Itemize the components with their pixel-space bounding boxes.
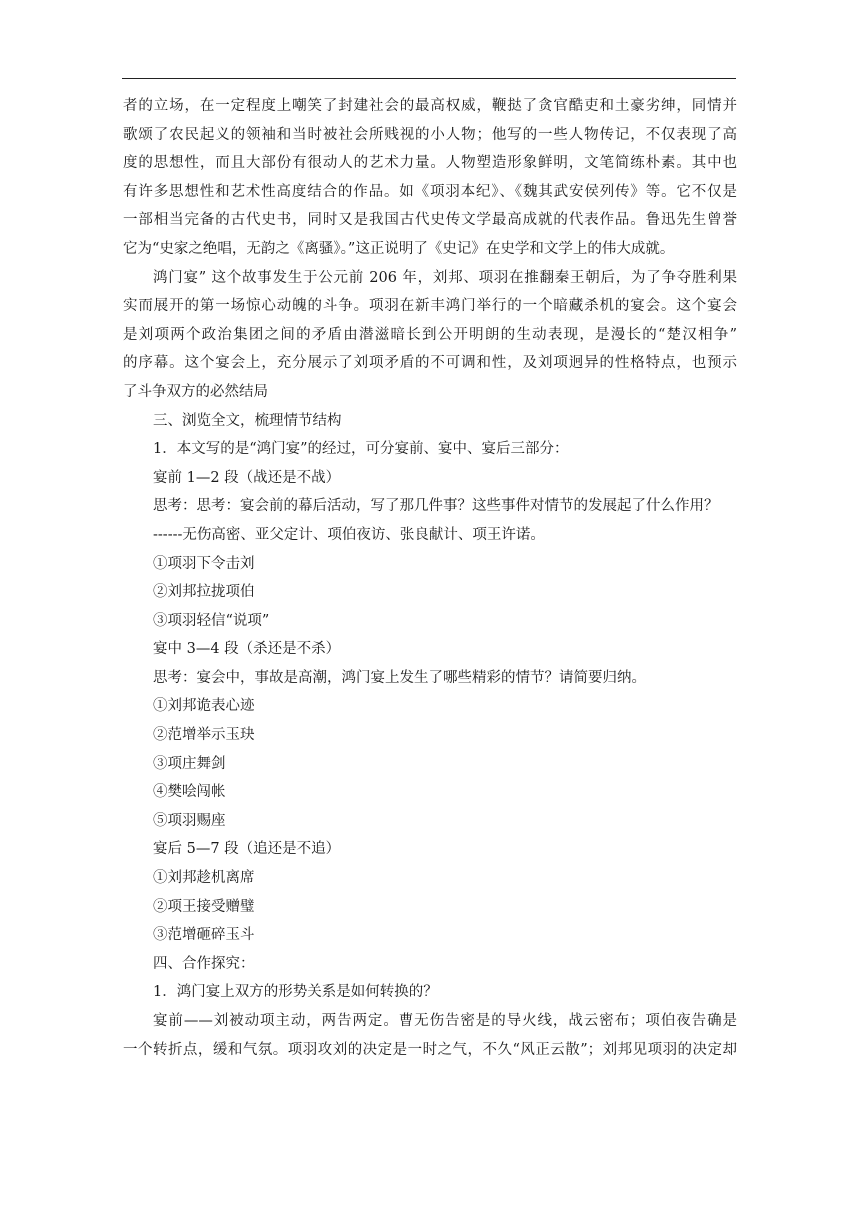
text-line: ③范增砸碎玉斗: [153, 927, 255, 944]
text-line: ②项王接受赠璧: [153, 898, 255, 915]
text-line: 歌颂了农民起义的领袖和当时被社会所贱视的小人物；他写的一些人物传记，不仅表现了高: [123, 126, 737, 143]
text-line: 宴前 1—2 段（战还是不战）: [153, 469, 341, 486]
text-line: 者的立场，在一定程度上嘲笑了封建社会的最高权威，鞭挞了贪官酷吏和土豪劣绅，同情并: [123, 98, 737, 114]
text-line: ③项羽轻信“说项”: [153, 612, 270, 629]
text-line: ②刘邦拉拢项伯: [153, 584, 255, 601]
text-line: 一部相当完备的古代史书，同时又是我国古代史传文学最高成就的代表作品。鲁迅先生曾誉: [123, 212, 737, 229]
text-line: 度的思想性，而且大部份有很动人的艺术力量。人物塑造形象鲜明，文笔简练朴素。其中也: [123, 155, 737, 172]
text-line: 鸿门宴” 这个故事发生于公元前 206 年，刘邦、项羽在推翻秦王朝后，为了争夺胜利果: [153, 269, 737, 286]
text-line: 1．鸿门宴上双方的形势关系是如何转换的？: [153, 984, 438, 1001]
text-line: 宴后 5—7 段（追还是不追）: [153, 841, 341, 858]
text-line: ①刘邦趁机离席: [153, 870, 255, 887]
header-rule: [122, 78, 736, 79]
text-line: 宴前——刘被动项主动，两告两定。曹无伤告密是的导火线，战云密布；项伯夜告确是: [153, 1013, 737, 1029]
text-line: 有许多思想性和艺术性高度结合的作品。如《项羽本纪》、《魏其武安侯列传》等。它不仅是: [123, 183, 737, 200]
text-line: ①刘邦诡表心迹: [153, 698, 255, 715]
text-line: 四、合作探究：: [153, 955, 255, 972]
text-line: 是刘项两个政治集团之间的矛盾由潜滋暗长到公开明朗的生动表现，是漫长的“楚汉相争”: [123, 326, 737, 343]
document-body: [123, 92, 737, 1064]
text-line: 思考：宴会中，事故是高潮，鸿门宴上发生了哪些精彩的情节？请简要归纳。: [153, 669, 646, 686]
text-line: 1．本文写的是“鸿门宴”的经过，可分宴前、宴中、宴后三部分：: [153, 441, 569, 458]
text-line: ③项庄舞剑: [153, 755, 226, 772]
text-line: 的序幕。这个宴会上，充分展示了刘项矛盾的不可调和性，及刘项迥异的性格特点，也预示: [123, 355, 737, 372]
text-line: 了斗争双方的必然结局: [123, 383, 268, 400]
text-line: 三、浏览全文，梳理情节结构: [153, 412, 342, 429]
text-line: 它为“史家之绝唱，无韵之《离骚》。”这正说明了《史记》在史学和文学上的伟大成就。: [123, 240, 675, 257]
text-line: 实而展开的第一场惊心动魄的斗争。项羽在新丰鸿门举行的一个暗藏杀机的宴会。这个宴会: [123, 298, 737, 315]
text-line: 一个转折点，缓和气氛。项羽攻刘的决定是一时之气，不久“风正云散”；刘邦见项羽的决定却: [123, 1041, 737, 1058]
text-line: ①项羽下令击刘: [153, 555, 255, 572]
text-line: ------无伤高密、亚父定计、项伯夜访、张良献计、项王许诺。: [153, 526, 545, 543]
text-line: ⑤项羽赐座: [153, 812, 226, 829]
text-line: ④樊哙闯帐: [153, 784, 226, 801]
text-line: 宴中 3—4 段（杀还是不杀）: [153, 641, 341, 658]
text-line: 思考：思考：宴会前的幕后活动，写了那几件事？这些事件对情节的发展起了什么作用？: [153, 498, 719, 515]
text-line: ②范增举示玉玦: [153, 727, 255, 744]
